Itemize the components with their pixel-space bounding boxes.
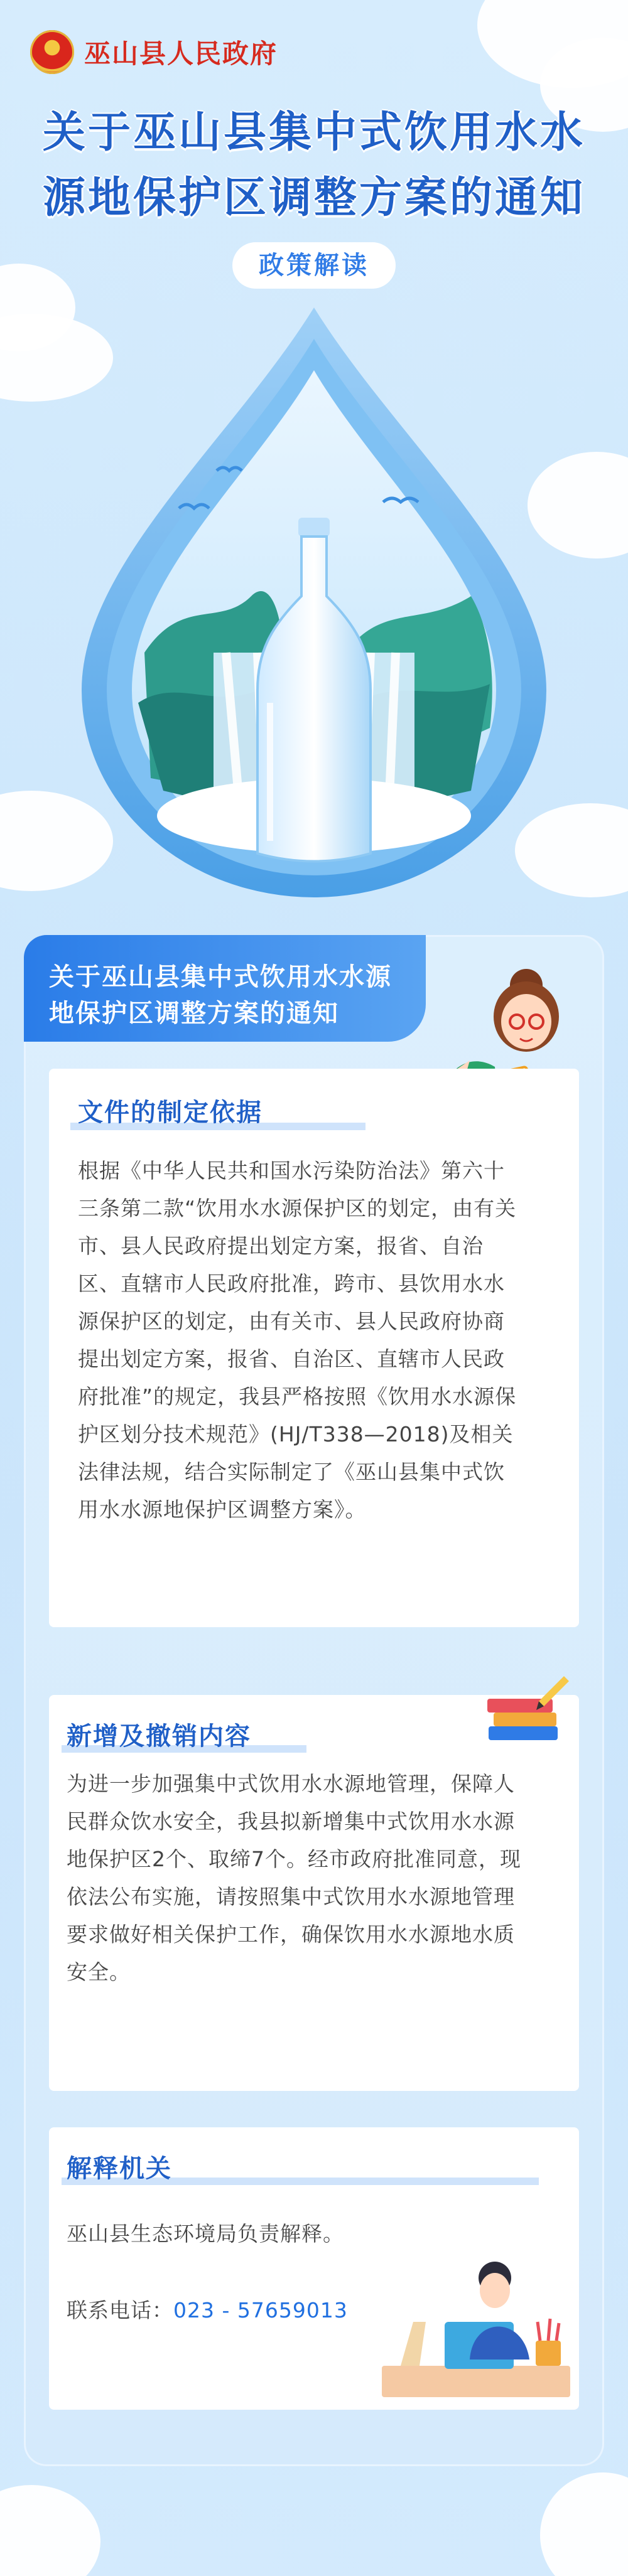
title-line-1: 关于巫山县集中式饮用水水 xyxy=(42,108,585,158)
basis-body xyxy=(78,1152,555,1529)
changes-line: 要求做好相关保护工作，确保饮用水水源地水质 xyxy=(67,1922,515,1947)
changes-line: 地保护区2个、取缔7个。经市政府批准同意，现 xyxy=(67,1847,521,1871)
changes-line: 为进一步加强集中式饮用水水源地管理，保障人 xyxy=(67,1772,515,1796)
changes-line: 民群众饮水安全，我县拟新增集中式饮用水水源 xyxy=(67,1809,515,1834)
org-header xyxy=(30,30,278,74)
national-emblem-icon xyxy=(30,30,74,74)
card-header-line-1: 关于巫山县集中式饮用水水源 xyxy=(49,963,392,991)
phone-number[interactable]: 023 - 57659013 xyxy=(173,2298,348,2322)
cloud-decoration xyxy=(0,2485,100,2576)
basis-line: 提出划定方案，报省、自治区、直辖市人民政 xyxy=(78,1347,505,1371)
basis-line: 用水水源地保护区调整方案》。 xyxy=(78,1497,367,1522)
phone-label: 联系电话： xyxy=(67,2298,173,2322)
books-icon xyxy=(482,1676,570,1751)
basis-line: 源保护区的划定，由有关市、县人民政府协商 xyxy=(78,1309,505,1333)
contact-line xyxy=(67,2292,348,2329)
changes-title: 新增及撤销内容 xyxy=(67,1722,251,1751)
basis-line: 府批准”的规定，我县严格按照《饮用水水源保 xyxy=(78,1384,517,1409)
basis-line: 根据《中华人民共和国水污染防治法》第六十 xyxy=(78,1158,505,1183)
policy-card xyxy=(24,935,604,2466)
authority-section xyxy=(49,2127,579,2410)
basis-section xyxy=(49,1069,579,1627)
title-line-2: 源地保护区调整方案的通知 xyxy=(42,173,585,223)
changes-section xyxy=(49,1695,579,2091)
changes-line: 依法公布实施，请按照集中式饮用水水源地管理 xyxy=(67,1884,515,1909)
basis-line: 护区划分技术规范》(HJ/T338—2018)及相关 xyxy=(78,1422,514,1446)
office-worker-illustration xyxy=(376,2247,577,2403)
changes-line: 安全。 xyxy=(67,1960,131,1984)
changes-body xyxy=(67,1765,564,1991)
authority-title: 解释机关 xyxy=(67,2154,172,2183)
basis-line: 三条第二款“饮用水水源保护区的划定，由有关 xyxy=(78,1196,517,1221)
cloud-decoration xyxy=(540,2472,628,2576)
water-drop-illustration xyxy=(69,301,559,904)
authority-body: 巫山县生态环境局负责解释。 xyxy=(67,2221,344,2246)
policy-badge: 政策解读 xyxy=(232,242,396,289)
page-title xyxy=(0,100,628,231)
basis-line: 市、县人民政府提出划定方案，报省、自治 xyxy=(78,1234,484,1258)
org-name: 巫山县人民政府 xyxy=(84,38,278,69)
water-drop-icon xyxy=(69,301,559,904)
basis-line: 区、直辖市人民政府批准，跨市、县饮用水水 xyxy=(78,1271,505,1296)
card-header-line-2: 地保护区调整方案的通知 xyxy=(49,999,339,1028)
basis-title: 文件的制定依据 xyxy=(78,1098,263,1127)
basis-line: 法律法规，结合实际制定了《巫山县集中式饮 xyxy=(78,1460,505,1484)
card-header xyxy=(24,935,426,1042)
